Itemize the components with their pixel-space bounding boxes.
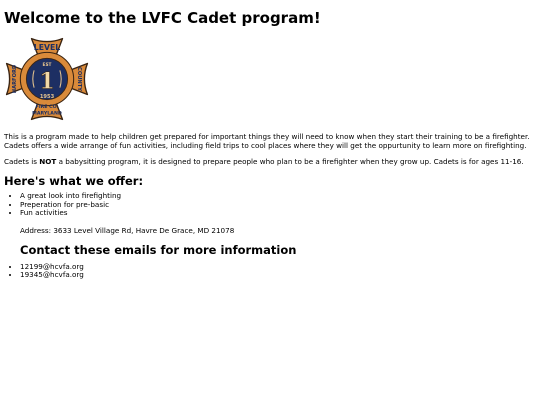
contact-heading: Contact these emails for more information [20,242,297,257]
list-item: • Preperation for pre-basic [20,201,536,210]
note-text-before: Cadets is [4,157,40,166]
logo-number: 1 [39,68,55,95]
offer-heading: Here's what we offer: [4,174,144,188]
note-text-after: a babysitting program, it is designed to prepare people who plan to be a firefighter when they grow up. Cadets is for ages 11-16. [56,157,524,166]
fire-company-logo [4,36,90,122]
list-item: • Fun activities [20,209,536,218]
logo-bottom-line1: FIRE CO. [35,105,59,111]
contact-section [20,226,536,257]
note-emphasis: NOT [39,157,57,166]
note-paragraph [4,157,536,166]
logo-year: 1953 [39,93,55,100]
logo-est-text: EST [42,63,52,69]
email-list [4,263,536,280]
intro-paragraph: This is a program made to help children get prepared for important things they will need to know when they start their training to be a firefighter. Cadets offers a wide arrange of fun activities, including field trips to cool places where they will get the oppurtunity to learn more on firefighting. [4,132,530,150]
list-item: • A great look into firefighting [20,192,536,201]
page-title: Welcome to the LVFC Cadet program! [4,9,321,27]
offer-list [4,192,536,218]
address-text: Address: 3633 Level Village Rd, Havre De Grace, MD 21078 [20,225,235,235]
logo-right-text: COUNTY [75,67,82,91]
logo-left-text: HARFORD [12,64,19,94]
list-item: • 19345@hcvfa.org [20,271,536,280]
list-item: • 12199@hcvfa.org [20,263,536,272]
logo-top-text: LEVEL [33,42,61,52]
logo-bottom-line2: MARYLAND [32,111,62,117]
